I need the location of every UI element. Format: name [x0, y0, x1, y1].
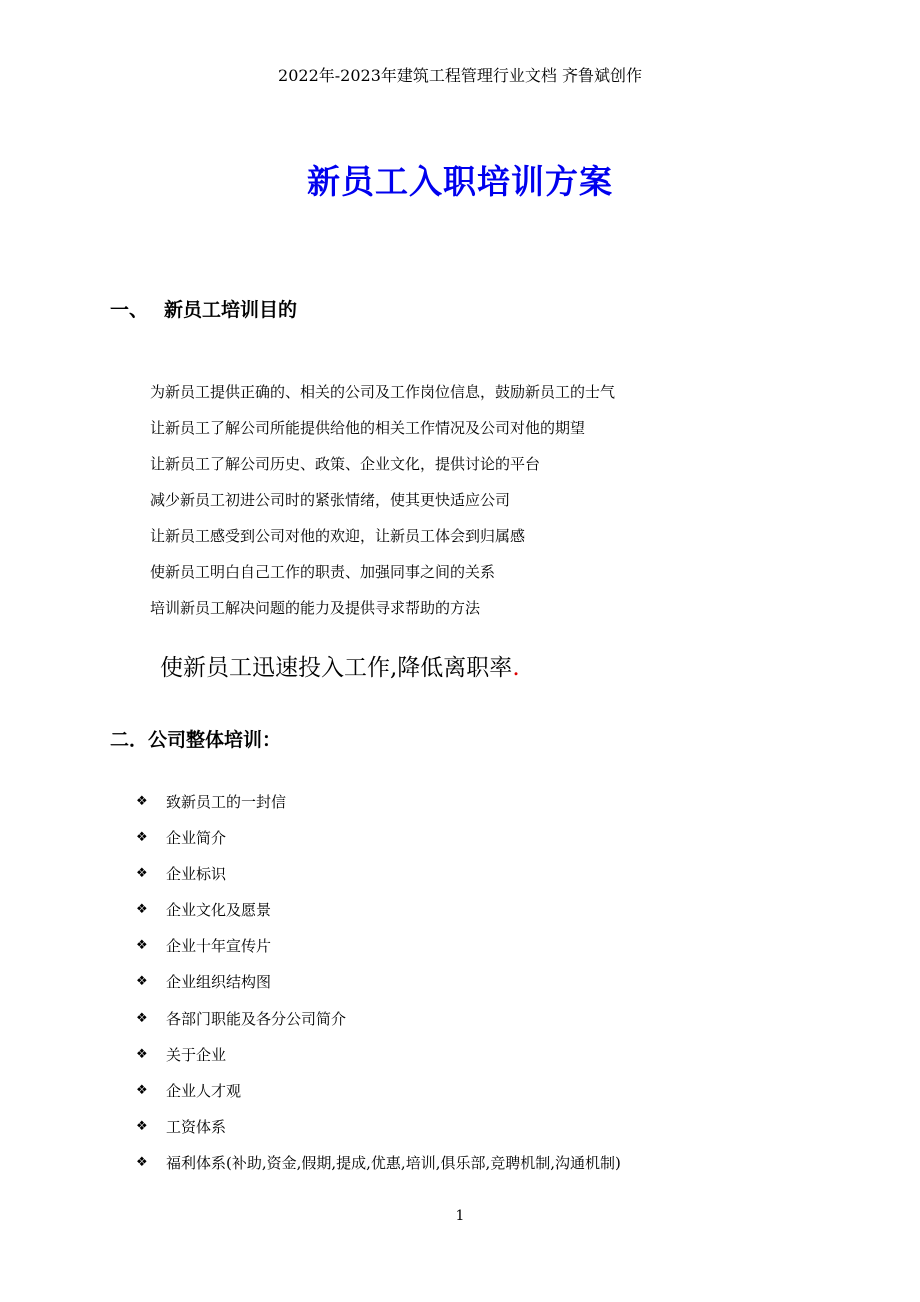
list-item — [136, 964, 621, 1000]
diamond-bullet-icon: ❖ — [136, 866, 148, 882]
page-header: 2022年-2023年建筑工程管理行业文档 齐鲁斌创作 — [278, 66, 642, 85]
list-item-text: 致新员工的一封信 — [166, 793, 287, 811]
document-title: 新员工入职培训方案 — [307, 162, 613, 201]
goal-item: 让新员工了解公司历史、政策、企业文化，提供讨论的平台 — [150, 455, 541, 473]
list-item-text: 工资体系 — [166, 1117, 227, 1136]
list-item-text: 企业十年宣传片 — [166, 937, 272, 956]
diamond-bullet-icon: ❖ — [136, 1010, 148, 1026]
list-item-text: 企业标识 — [166, 865, 227, 884]
diamond-bullet-icon: ❖ — [136, 1154, 148, 1170]
list-item-text: 企业组织结构图 — [166, 973, 272, 992]
list-item — [136, 820, 621, 856]
goal-item: 让新员工感受到公司对他的欢迎，让新员工体会到归属感 — [150, 527, 526, 545]
list-item — [136, 1109, 621, 1145]
list-item — [136, 892, 621, 928]
diamond-bullet-icon: ❖ — [136, 794, 148, 809]
list-item-text: 企业简介 — [166, 829, 227, 848]
company-training-list — [136, 784, 621, 1181]
goal-item: 使新员工明白自己工作的职责、加强同事之间的关系 — [150, 563, 496, 581]
diamond-bullet-icon: ❖ — [136, 830, 148, 846]
list-item — [136, 784, 621, 820]
section-1-title: 新员工培训目的 — [164, 299, 298, 321]
list-item-text: 各部门职能及各分公司简介 — [166, 1009, 347, 1028]
list-item — [136, 1145, 621, 1181]
section-1-heading — [110, 295, 297, 325]
diamond-bullet-icon: ❖ — [136, 938, 148, 954]
section-2-heading: 二．公司整体培训： — [110, 729, 282, 751]
page-number: 1 — [455, 1208, 465, 1224]
goal-summary — [160, 650, 520, 686]
goal-summary-period: . — [512, 655, 520, 681]
list-item — [136, 928, 621, 964]
diamond-bullet-icon: ❖ — [136, 1082, 148, 1098]
goal-item: 培训新员工解决问题的能力及提供寻求帮助的方法 — [150, 599, 481, 617]
diamond-bullet-icon: ❖ — [136, 974, 148, 990]
goal-item: 让新员工了解公司所能提供给他的相关工作情况及公司对他的期望 — [150, 419, 586, 437]
list-item — [136, 1037, 621, 1073]
list-item — [136, 856, 621, 892]
goal-item: 为新员工提供正确的、相关的公司及工作岗位信息，鼓励新员工的士气 — [150, 383, 616, 401]
list-item-text: 关于企业 — [166, 1045, 227, 1064]
diamond-bullet-icon: ❖ — [136, 1118, 148, 1134]
goal-item: 减少新员工初进公司时的紧张情绪，使其更快适应公司 — [150, 491, 511, 509]
goal-summary-text: 使新员工迅速投入工作,降低离职率 — [160, 655, 513, 681]
list-item-text: 企业人才观 — [166, 1081, 242, 1100]
training-goals-list — [150, 374, 615, 626]
list-item-text: 福利体系(补助,资金,假期,提成,优惠,培训,俱乐部,竞聘机制,沟通机制) — [166, 1153, 621, 1172]
list-item — [136, 1073, 621, 1109]
list-item — [136, 1001, 621, 1037]
list-item-text: 企业文化及愿景 — [166, 901, 272, 920]
diamond-bullet-icon: ❖ — [136, 902, 148, 918]
section-1-number: 一、 — [110, 299, 149, 321]
diamond-bullet-icon: ❖ — [136, 1046, 148, 1062]
